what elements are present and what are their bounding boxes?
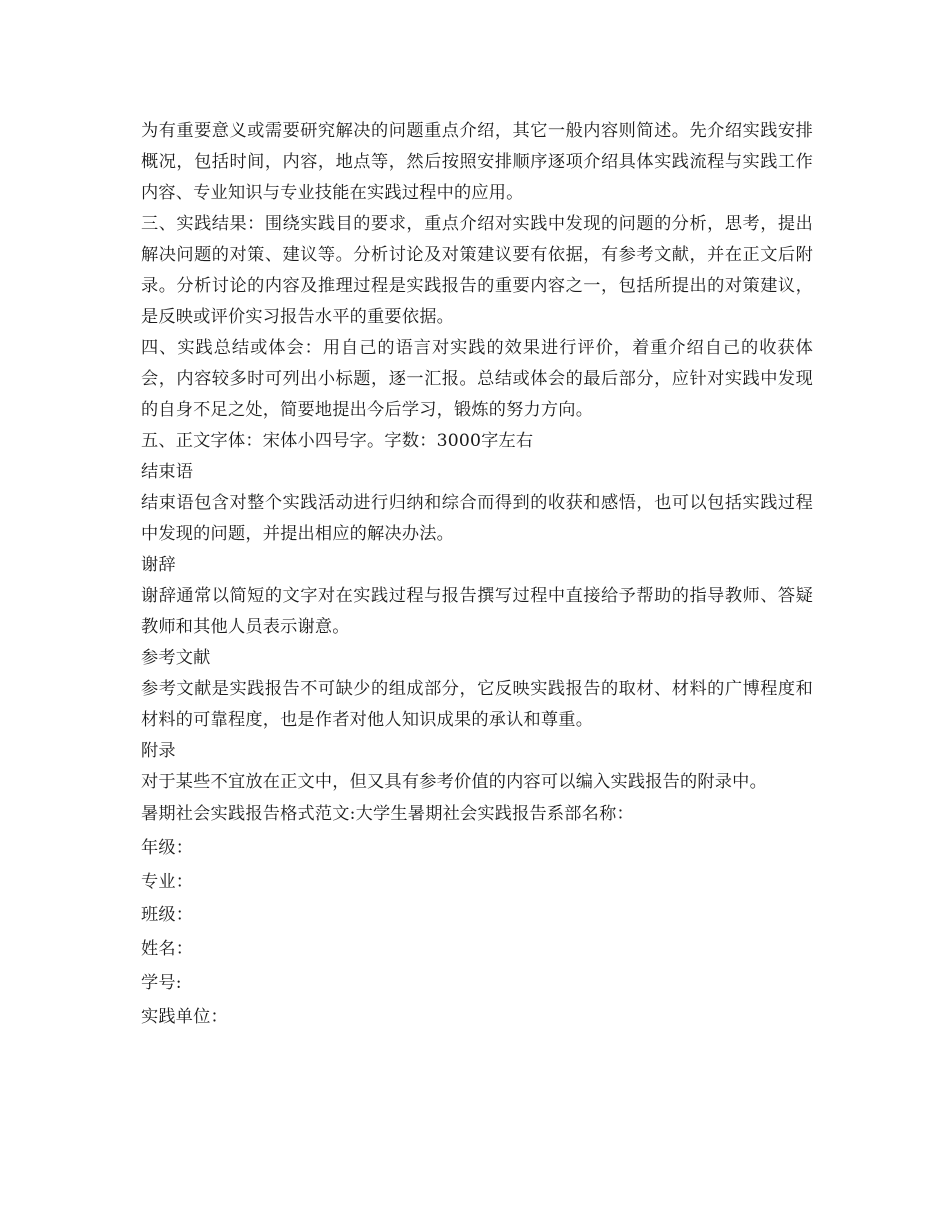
paragraph-practice-summary: 四、实践总结或体会：用自己的语言对实践的效果进行评价，着重介绍自己的收获体会，内容较多时可列出小标题，逐一汇报。总结或体会的最后部分，应针对实践中发现的自身不足之处，简要地提出今后学习，锻炼的努力方向。 (141, 338, 813, 420)
section-body-references: 参考文献是实践报告不可缺少的组成部分，它反映实践报告的取材、材料的广博程度和材料的可靠程度，也是作者对他人知识成果的承认和尊重。 (141, 679, 813, 730)
section-body-appendix: 对于某些不宜放在正文中，但又具有参考价值的内容可以编入实践报告的附录中。 (141, 772, 767, 792)
form-field-grade: 年级： (141, 837, 194, 858)
form-field-practice-unit: 实践单位： (141, 1006, 228, 1027)
section-title-references: 参考文献 (141, 648, 211, 668)
form-field-name: 姓名： (141, 939, 194, 960)
section-title-conclusion: 结束语 (141, 462, 194, 482)
section-title-acknowledgements: 谢辞 (141, 555, 176, 575)
document-body (141, 116, 813, 1035)
form-field-class: 班级： (141, 905, 194, 926)
section-body-conclusion: 结束语包含对整个实践活动进行归纳和综合而得到的收获和感悟，也可以包括实践过程中发现的问题，并提出相应的解决办法。 (141, 493, 813, 544)
sample-title: 暑期社会实践报告格式范文:大学生暑期社会实践报告系部名称： (141, 804, 634, 824)
section-body-acknowledgements: 谢辞通常以简短的文字对在实践过程与报告撰写过程中直接给予帮助的指导教师、答疑教师和其他人员表示谢意。 (141, 586, 813, 637)
paragraph-practice-results: 三、实践结果：围绕实践目的要求，重点介绍对实践中发现的问题的分析，思考，提出解决问题的对策、建议等。分析讨论及对策建议要有依据，有参考文献，并在正文后附录。分析讨论的内容及推理过程是实践报告的重要内容之一，包括所提出的对策建议，是反映或评价实习报告水平的重要依据。 (141, 214, 813, 327)
section-title-appendix: 附录 (141, 741, 176, 761)
paragraph-practice-overview: 为有重要意义或需要研究解决的问题重点介绍，其它一般内容则简述。先介绍实践安排概况，包括时间，内容，地点等，然后按照安排顺序逐项介绍具体实践流程与实践工作内容、专业知识与专业技能在实践过程中的应用。 (141, 121, 813, 203)
paragraph-font-requirement: 五、正文字体：宋体小四号字。字数：3000字左右 (141, 431, 534, 451)
form-field-major: 专业： (141, 871, 194, 892)
form-field-student-id: 学号: (141, 972, 182, 993)
